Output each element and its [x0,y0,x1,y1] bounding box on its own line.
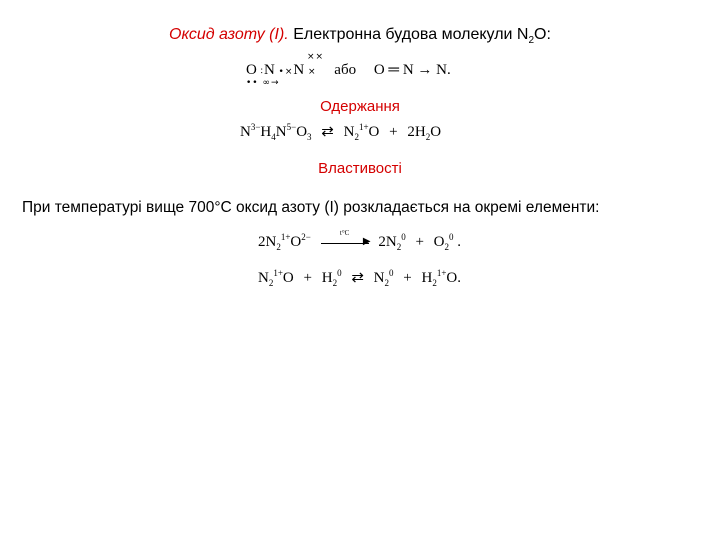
formula-sub: 2 [332,278,338,288]
formula-sup: 1+ [436,268,447,278]
plus-sign: + [403,270,412,286]
formula-part: O [290,234,302,250]
formula-sup: 0 [389,268,394,278]
o-atom: O [246,62,257,78]
formula-part: H [260,124,272,140]
equilibrium-arrow-icon: ⇄ [321,124,334,140]
formula-part: O [430,124,442,140]
formula-sup: 0 [337,268,342,278]
paragraph-decomposition: При температурі вище 700°С оксид азоту (І) розкладається на окремі елементи: [22,199,600,216]
formula-part: O [282,270,294,286]
n-right-1: N [402,62,414,78]
formula-part: O [368,124,380,140]
formula-sup: 1+ [358,122,369,132]
title-subscript: 2 [528,35,535,47]
formula-part: N [275,124,287,140]
n-atom-1: N [263,62,275,78]
formula-part: N [373,270,385,286]
formula-end: . [457,234,461,250]
electron-pair-icon: ∶ [260,67,264,77]
formula-part: O. [446,270,461,286]
formula-part: N [258,270,269,286]
reaction-decomposition [258,228,461,252]
formula-sub: 2 [444,242,449,252]
formula-part: N [343,124,355,140]
electron-pair-icon: •× [278,67,294,77]
or-word: або [334,62,357,78]
bottom-electrons-icon: •• ∞→ [246,78,280,88]
dative-arrow-icon: → [417,62,433,78]
formula-part: H [421,270,433,286]
formula-sub: 2 [432,278,437,288]
title-oxide-name: Оксид азоту (I). [169,26,289,43]
top-electrons: ×× [307,52,325,62]
formula-sup: 5− [286,122,297,132]
formula-part: H [321,270,333,286]
formula-sub: 4 [271,132,276,142]
plus-sign: + [415,234,424,250]
plus-sign: + [389,124,398,140]
formula-sub: 2 [354,132,359,142]
electron-structure [246,52,451,88]
formula-part: 2N [378,234,397,250]
formula-sup: 0 [401,232,406,242]
formula-part: 2N [258,234,277,250]
formula-sup: 1+ [273,268,283,278]
formula-sub: 2 [384,278,389,288]
n-right-2: N. [436,62,451,78]
heading-obtaining: Одержання [320,98,400,115]
formula-part: N [240,124,251,140]
heading-properties: Властивості [318,160,402,177]
slide-title [0,26,720,46]
title-tail: O: [534,26,551,43]
formula-sub: 2 [425,132,431,142]
formula-part: O [296,124,308,140]
formula-sup: 1+ [280,232,291,242]
reaction-arrow-icon: t°C ▶ [321,238,369,248]
title-text: Електронна будова молекули N [293,26,529,43]
reaction-hydrogen [258,268,461,288]
n-atom-2: N [293,62,305,78]
formula-sub: 2 [268,278,274,288]
electron-cross-icon: × [307,67,317,77]
formula-part: 2H [407,124,426,140]
o-right: O [373,62,385,78]
formula-sup: 3− [250,122,261,132]
formula-part: O [433,234,445,250]
equilibrium-arrow-icon: ⇄ [351,270,364,286]
formula-sub: 3 [307,132,312,142]
formula-sup: 0 [449,232,454,242]
formula-sub: 2 [396,242,402,252]
reaction-obtaining [240,122,441,142]
formula-sub: 2 [276,242,281,252]
arrow-condition: t°C [339,228,350,237]
plus-sign: + [303,270,312,286]
formula-sup: 2− [301,232,311,242]
double-bond: ═ [388,62,400,78]
